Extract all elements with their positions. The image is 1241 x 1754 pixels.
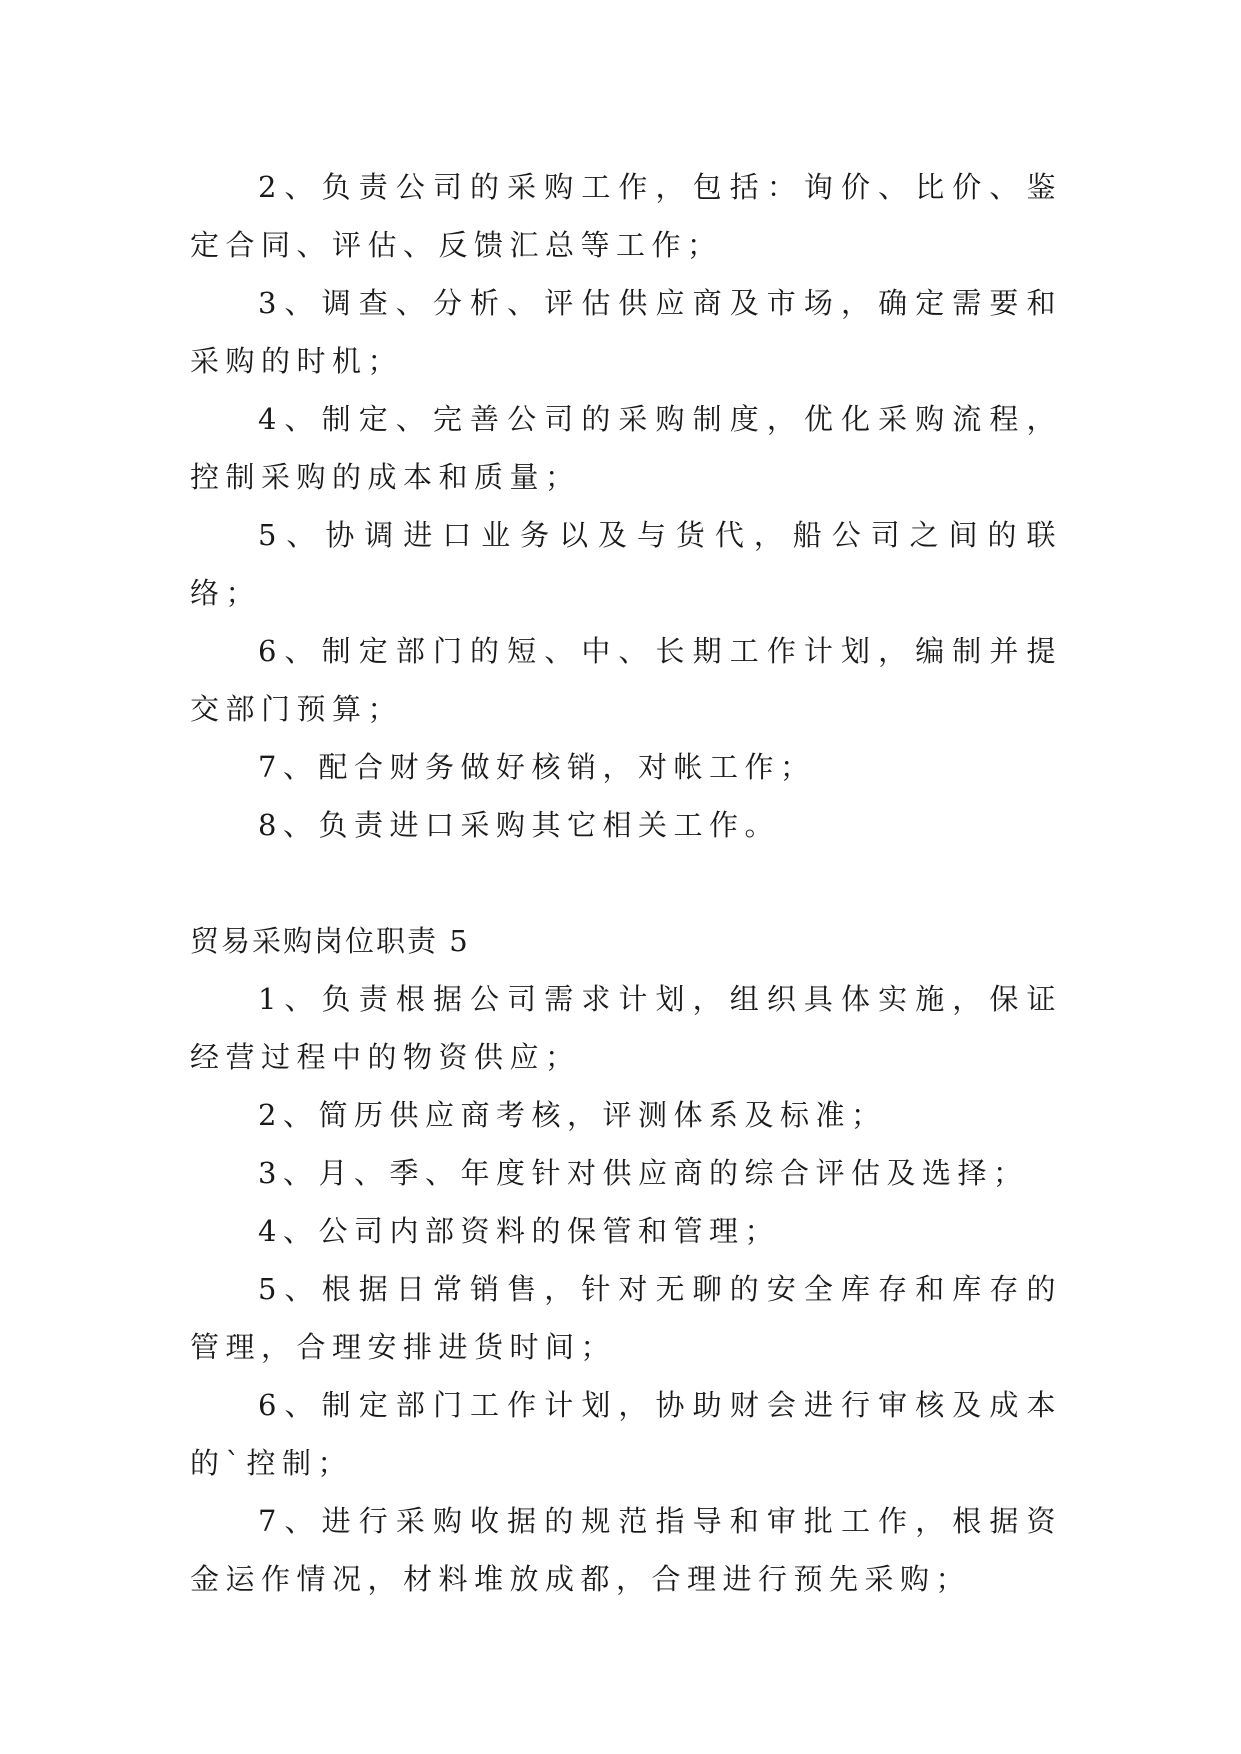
duty-item: 2、简历供应商考核，评测体系及标准；	[258, 1098, 887, 1132]
duty-item: 7、配合财务做好核销，对帐工作；	[258, 750, 816, 784]
duty-item: 6、制定部门的短、中、长期工作计划，编制并提交部门预算；	[190, 634, 1062, 726]
duty-item: 3、调查、分析、评估供应商及市场，确定需要和采购的时机；	[190, 286, 1062, 378]
duty-item: 8、负责进口采购其它相关工作。	[258, 808, 780, 842]
duty-item: 5、协调进口业务以及与货代，船公司之间的联络；	[190, 518, 1062, 610]
section-heading: 贸易采购岗位职责 5	[190, 924, 470, 958]
duty-item: 2、负责公司的采购工作，包括：询价、比价、鉴定合同、评估、反馈汇总等工作；	[190, 170, 1062, 262]
duty-item: 4、制定、完善公司的采购制度，优化采购流程，控制采购的成本和质量；	[190, 402, 1062, 494]
duty-item: 6、制定部门工作计划，协助财会进行审核及成本的`控制；	[190, 1388, 1062, 1480]
duty-item: 5、根据日常销售，针对无聊的安全库存和库存的管理，合理安排进货时间；	[190, 1272, 1062, 1364]
duty-item: 4、公司内部资料的保管和管理；	[258, 1214, 780, 1248]
duty-item: 7、进行采购收据的规范指导和审批工作，根据资金运作情况，材料堆放成都，合理进行预先采购；	[190, 1504, 1062, 1596]
duty-item: 3、月、季、年度针对供应商的综合评估及选择；	[258, 1156, 1029, 1190]
document-body	[190, 158, 1062, 1608]
duty-item: 1、负责根据公司需求计划，组织具体实施，保证经营过程中的物资供应；	[190, 982, 1062, 1074]
